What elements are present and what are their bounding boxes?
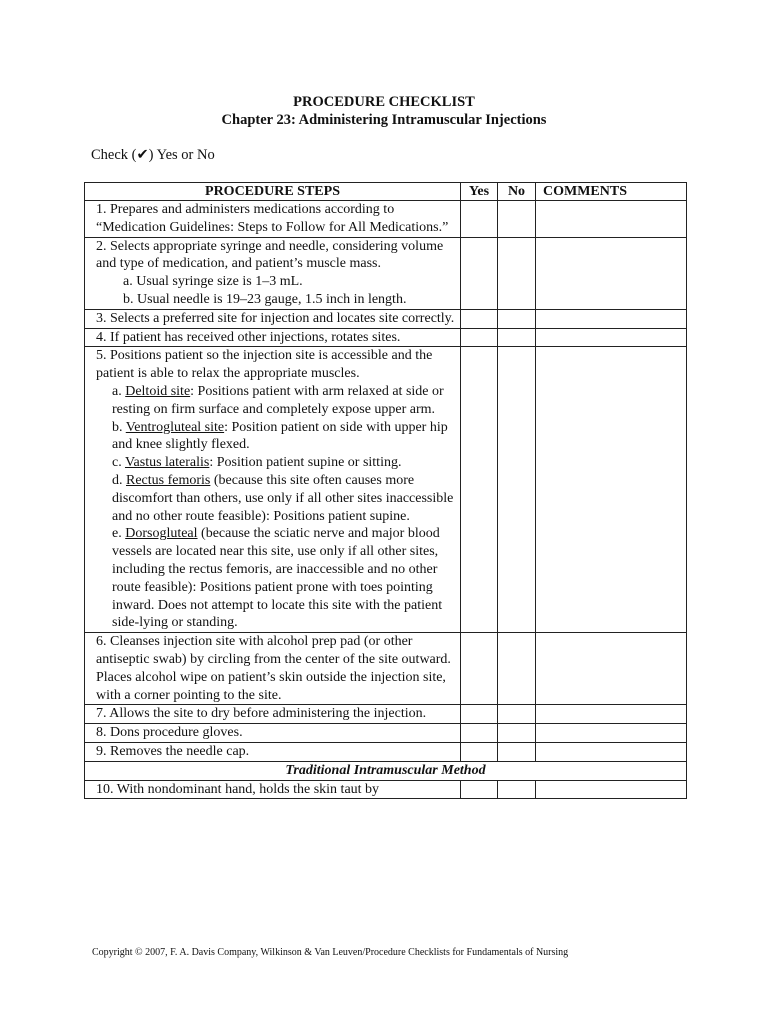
step-5c-prefix: c. (112, 455, 125, 471)
check-instruction (91, 147, 215, 164)
table-row (85, 201, 687, 238)
comments-cell[interactable] (536, 742, 687, 761)
step-5d (96, 472, 457, 525)
step-8: 8. Dons procedure gloves. (85, 724, 461, 743)
step-9: 9. Removes the needle cap. (85, 742, 461, 761)
step-5e-text: (because the sciatic nerve and major blood vessels are located near this site, use only if all other sites, including the rectus femoris, are inaccessible and no other route feasible): Positions patient prone with toes pointing inward. Does not attempt to locate this site with the patient side-lying or standing. (112, 526, 443, 631)
dorsogluteal-label: Dorsogluteal (125, 526, 198, 542)
comments-cell[interactable] (536, 724, 687, 743)
table-row (85, 237, 687, 309)
table-row (85, 705, 687, 724)
yes-cell[interactable] (461, 742, 498, 761)
check-instruction-prefix: Check ( (91, 147, 137, 163)
no-cell[interactable] (498, 742, 536, 761)
yes-cell[interactable] (461, 309, 498, 328)
step-5 (85, 347, 461, 633)
step-5e (96, 525, 457, 632)
ventrogluteal-site-label: Ventrogluteal site (125, 419, 225, 435)
step-2-text: 2. Selects appropriate syringe and needle, considering volume and type of medication, and patient’s muscle mass. (96, 238, 444, 272)
comments-cell[interactable] (536, 328, 687, 347)
table-row (85, 742, 687, 761)
step-5d-prefix: d. (112, 472, 126, 488)
comments-cell[interactable] (536, 347, 687, 633)
yes-cell[interactable] (461, 201, 498, 238)
table-row (85, 724, 687, 743)
step-1: 1. Prepares and administers medications according to “Medication Guidelines: Steps to Follow for All Medications.” (85, 201, 461, 238)
table-row (85, 309, 687, 328)
yes-cell[interactable] (461, 724, 498, 743)
yes-cell[interactable] (461, 780, 498, 799)
step-2b: b. Usual needle is 19–23 gauge, 1.5 inch in length. (123, 291, 407, 307)
step-10: 10. With nondominant hand, holds the skin taut by (85, 780, 461, 799)
no-cell[interactable] (498, 633, 536, 705)
copyright-footer: Copyright © 2007, F. A. Davis Company, Wilkinson & Van Leuven/Procedure Checklists for Fundamentals of Nursing (92, 947, 569, 958)
comments-cell[interactable] (536, 237, 687, 309)
yes-cell[interactable] (461, 633, 498, 705)
no-cell[interactable] (498, 724, 536, 743)
step-5a-text: : Positions patient with arm relaxed at side or resting on firm surface and completely expose upper arm. (112, 383, 444, 417)
step-5c-text: : Position patient supine or sitting. (209, 455, 402, 471)
step-7: 7. Allows the site to dry before administering the injection. (85, 705, 461, 724)
step-5b-prefix: b. (112, 419, 126, 435)
column-header-yes: Yes (461, 183, 498, 201)
step-5a-prefix: a. (112, 383, 126, 399)
step-5c (96, 454, 457, 472)
table-row (85, 328, 687, 347)
rectus-femoris-label: Rectus femoris (126, 472, 211, 488)
no-cell[interactable] (498, 309, 536, 328)
checkmark-icon: ✔ (136, 147, 149, 163)
step-5b (96, 419, 457, 455)
step-5b-text: : Position patient on side with upper hip and knee slightly flexed. (112, 419, 448, 453)
deltoid-site-label: Deltoid site (125, 383, 191, 399)
yes-cell[interactable] (461, 705, 498, 724)
yes-cell[interactable] (461, 347, 498, 633)
no-cell[interactable] (498, 237, 536, 309)
column-header-steps: PROCEDURE STEPS (85, 183, 461, 201)
step-5e-prefix: e. (112, 526, 126, 542)
no-cell[interactable] (498, 328, 536, 347)
step-2 (85, 237, 461, 309)
no-cell[interactable] (498, 201, 536, 238)
chapter-subtitle: Chapter 23: Administering Intramuscular Injections (221, 112, 547, 128)
step-6: 6. Cleanses injection site with alcohol prep pad (or other antiseptic swab) by circling from the center of the site outward. Places alcohol wipe on patient’s skin outside the injection site, with a corner pointing to the site. (85, 633, 461, 705)
step-3: 3. Selects a preferred site for injection and locates site correctly. (85, 309, 461, 328)
no-cell[interactable] (498, 347, 536, 633)
step-4: 4. If patient has received other injections, rotates sites. (85, 328, 461, 347)
section-traditional-method: Traditional Intramuscular Method (85, 761, 687, 780)
step-5d-text: (because this site often causes more discomfort than others, use only if all other sites inaccessible and no other route feasible): Positions patient supine. (112, 472, 454, 524)
section-row (85, 761, 687, 780)
table-row (85, 347, 687, 633)
table-row (85, 633, 687, 705)
vastus-lateralis-label: Vastus lateralis (124, 455, 210, 471)
column-header-no: No (498, 183, 536, 201)
table-header-row (85, 183, 687, 201)
step-2a: a. Usual syringe size is 1–3 mL. (123, 274, 303, 290)
comments-cell[interactable] (536, 705, 687, 724)
table-row (85, 780, 687, 799)
no-cell[interactable] (498, 705, 536, 724)
check-instruction-suffix: ) Yes or No (148, 147, 215, 163)
yes-cell[interactable] (461, 237, 498, 309)
comments-cell[interactable] (536, 633, 687, 705)
no-cell[interactable] (498, 780, 536, 799)
page-title: PROCEDURE CHECKLIST (293, 94, 475, 110)
column-header-comments: COMMENTS (536, 183, 687, 201)
step-5-text: 5. Positions patient so the injection site is accessible and the patient is able to relax the appropriate muscles. (96, 348, 433, 382)
comments-cell[interactable] (536, 780, 687, 799)
comments-cell[interactable] (536, 309, 687, 328)
step-5a (96, 383, 457, 419)
procedure-checklist-table (84, 182, 687, 799)
comments-cell[interactable] (536, 201, 687, 238)
yes-cell[interactable] (461, 328, 498, 347)
